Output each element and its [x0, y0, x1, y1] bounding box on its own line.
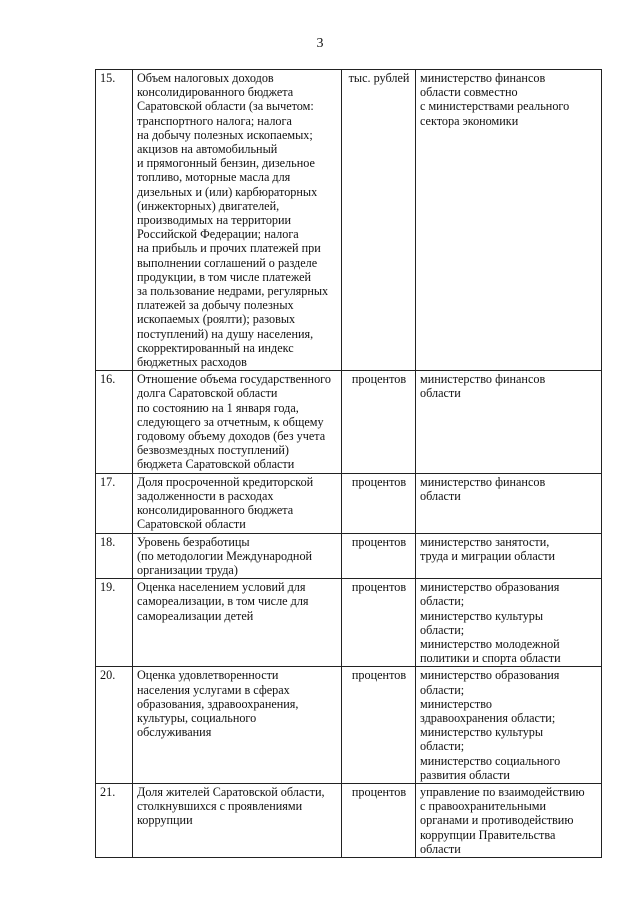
table-row	[96, 473, 602, 533]
unit-of-measure: тыс. рублей	[342, 70, 416, 371]
indicators-table	[95, 69, 602, 858]
unit-of-measure: процентов	[342, 667, 416, 784]
indicator-name: Доля просроченной кредиторской задолженности в расходах консолидированного бюджета Саратовской области	[133, 473, 342, 533]
row-number: 21.	[96, 783, 133, 857]
table-row	[96, 371, 602, 473]
row-number: 15.	[96, 70, 133, 371]
unit-of-measure: процентов	[342, 473, 416, 533]
row-number: 17.	[96, 473, 133, 533]
responsible-body: министерство образования области; министерство здравоохранения области; министерство культуры области; министерство социального развития области	[416, 667, 602, 784]
indicator-name: Оценка удовлетворенности населения услугами в сферах образования, здравоохранения, культуры, социального обслуживания	[133, 667, 342, 784]
row-number: 18.	[96, 533, 133, 579]
table-row	[96, 533, 602, 579]
table-row	[96, 783, 602, 857]
unit-of-measure: процентов	[342, 533, 416, 579]
unit-of-measure: процентов	[342, 783, 416, 857]
unit-of-measure: процентов	[342, 579, 416, 667]
responsible-body: министерство финансов области совместно с министерствами реального сектора экономики	[416, 70, 602, 371]
indicator-name: Оценка населением условий для самореализации, в том числе для самореализации детей	[133, 579, 342, 667]
responsible-body: министерство финансов области	[416, 371, 602, 473]
indicator-name: Доля жителей Саратовской области, столкнувшихся с проявлениями коррупции	[133, 783, 342, 857]
table-row	[96, 70, 602, 371]
unit-of-measure: процентов	[342, 371, 416, 473]
row-number: 19.	[96, 579, 133, 667]
responsible-body: министерство образования области; министерство культуры области; министерство молодежной политики и спорта области	[416, 579, 602, 667]
indicator-name: Отношение объема государственного долга Саратовской области по состоянию на 1 января года, следующего за отчетным, к общему годовому объему доходов (без учета безвозмездных поступлений) бюджета Саратовской области	[133, 371, 342, 473]
responsible-body: министерство финансов области	[416, 473, 602, 533]
page-number: 3	[316, 36, 324, 51]
indicator-name: Уровень безработицы (по методологии Международной организации труда)	[133, 533, 342, 579]
responsible-body: управление по взаимодействию с правоохранительными органами и противодействию коррупции Правительства области	[416, 783, 602, 857]
table-row	[96, 579, 602, 667]
indicator-name: Объем налоговых доходов консолидированного бюджета Саратовской области (за вычетом: транспортного налога; налога на добычу полезных ископаемых; акцизов на автомобильный и прямогонный бензин, дизельное топливо, моторные масла для дизельных и (или) карбюраторных (инжекторных) двигателей, производимых на территории Российской Федерации; налога на прибыль и прочих платежей при выполнении соглашений о разделе продукции, в том числе платежей за пользование недрами, регулярных платежей за добычу полезных ископаемых (роялти); разовых поступлений) на душу населения, скорректированный на индекс бюджетных расходов	[133, 70, 342, 371]
row-number: 20.	[96, 667, 133, 784]
responsible-body: министерство занятости, труда и миграции области	[416, 533, 602, 579]
table-row	[96, 667, 602, 784]
row-number: 16.	[96, 371, 133, 473]
